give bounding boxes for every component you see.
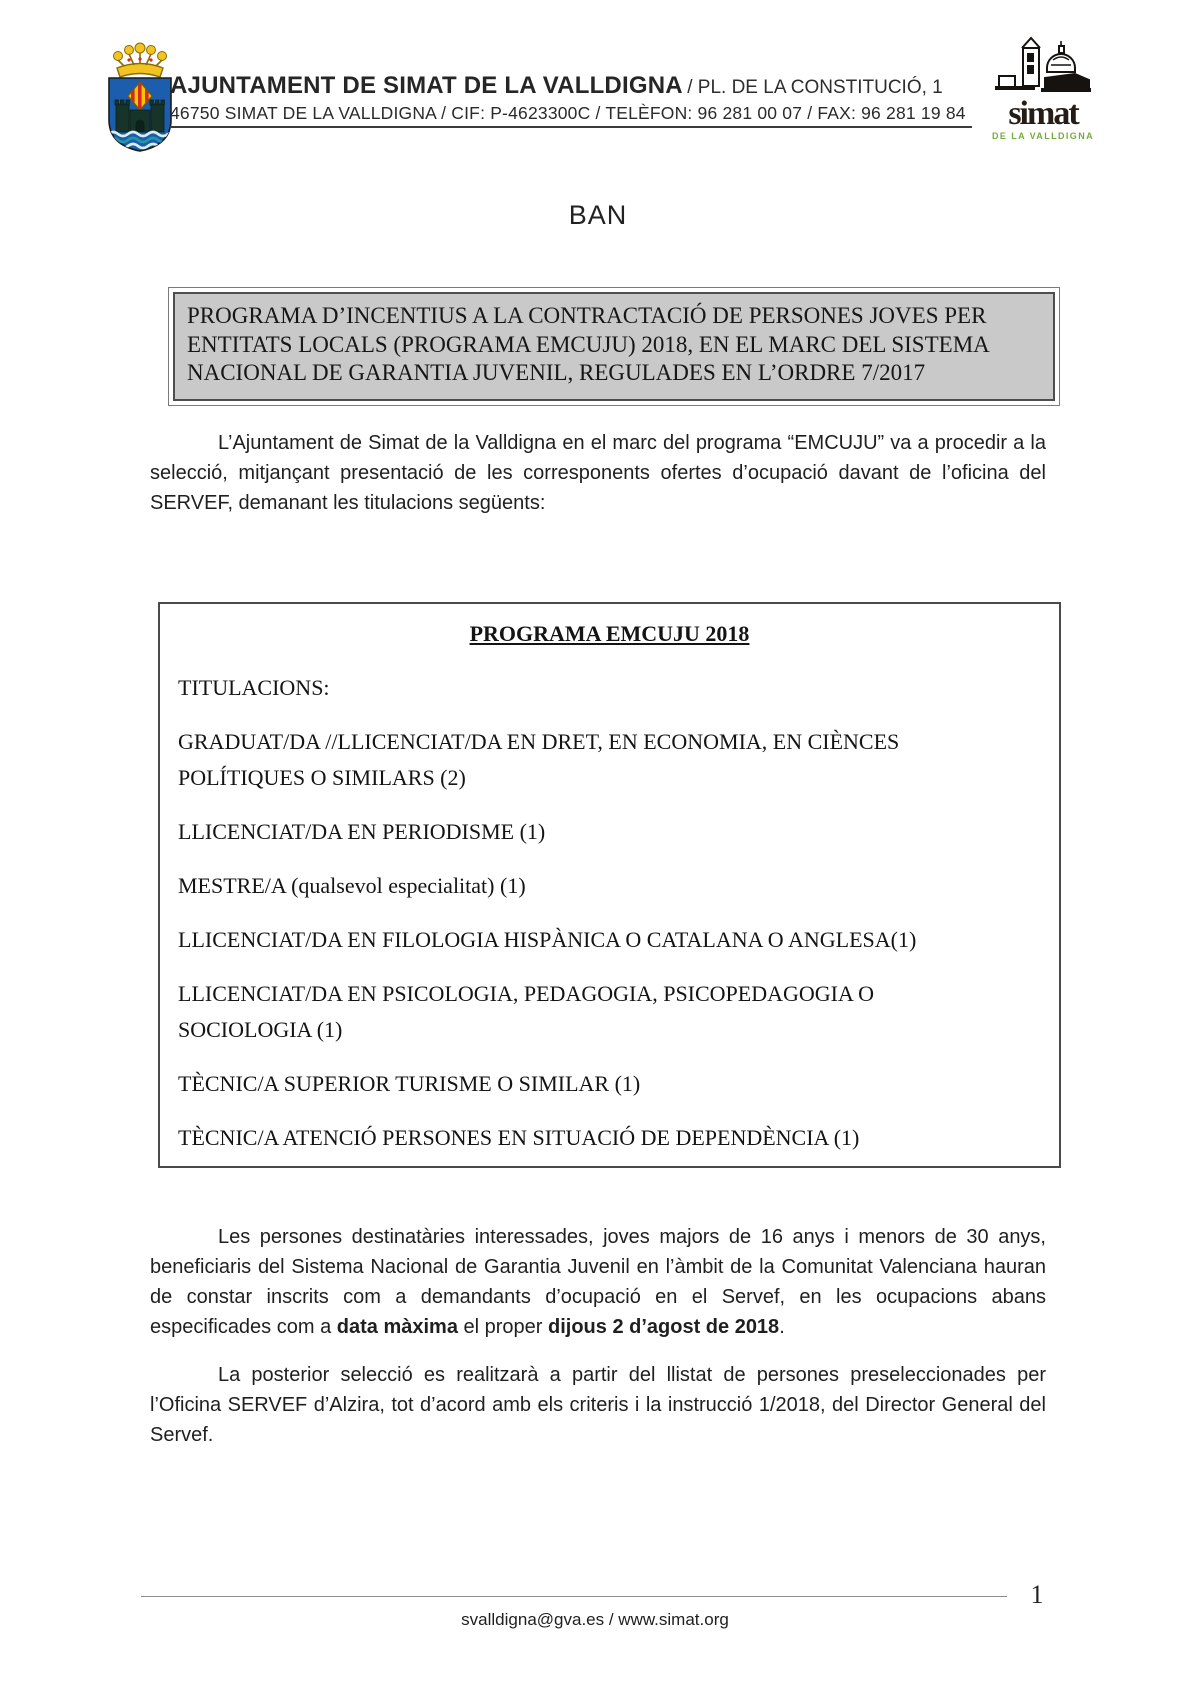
deadline-label-bold: data màxima — [336, 1316, 458, 1338]
program-item-line: TÈCNIC/A SUPERIOR TURISME O SIMILAR (1) — [178, 1071, 641, 1096]
program-item-line: GRADUAT/DA //LLICENCIAT/DA EN DRET, EN ECONOMIA, EN CIÈNCES — [178, 729, 900, 754]
page-number: 1 — [1030, 1580, 1044, 1609]
header-divider — [170, 126, 972, 128]
program-item-line: LLICENCIAT/DA EN PERIODISME (1) — [178, 819, 546, 844]
crown-shape — [114, 43, 167, 77]
program-item-line: LLICENCIAT/DA EN PSICOLOGIA, PEDAGOGIA, PSICOPEDAGOGIA O — [178, 981, 875, 1006]
titulacions-label: TITULACIONS: — [178, 675, 330, 700]
document-title: BAN — [568, 200, 628, 230]
program-box — [158, 602, 1061, 1168]
program-item-line: SOCIOLOGIA (1) — [178, 1017, 343, 1042]
program-box-title: PROGRAMA EMCUJU 2018 — [469, 621, 750, 646]
program-item-line: MESTRE/A (qualsevol especialitat) (1) — [178, 873, 526, 898]
footer-contact: svalldigna@gva.es / www.simat.org — [461, 1610, 729, 1629]
org-address: / PL. DE LA CONSTITUCIÓ, 1 — [687, 77, 943, 98]
header-title-line — [170, 72, 943, 100]
footer-divider — [141, 1596, 1007, 1597]
deadline-date-bold: dijous 2 d’agost de 2018 — [548, 1316, 780, 1338]
simat-wordmark-subtitle: DE LA VALLDIGNA — [992, 131, 1094, 141]
selection-paragraph: La posterior selecció es realitzarà a partir del llistat de persones preseleccionades per l’Oficina SERVEF d’Alzira, tot d’acord amb els criteris i la instrucció 1/2018, del Director General del Servef. — [150, 1364, 1046, 1446]
simat-logo — [988, 34, 1098, 141]
subject-line: NACIONAL DE GARANTIA JUVENIL, REGULADES EN L’ORDRE 7/2017 — [187, 360, 926, 385]
intro-paragraph: L’Ajuntament de Simat de la Valldigna en el marc del programa “EMCUJU” va a procedir a la selecció, mitjançant presentació de les corresponents ofertes d’ocupació davant de l’oficina del SERVEF, demanant les titulacions següents: — [150, 432, 1046, 514]
subject-line: ENTITATS LOCALS (PROGRAMA EMCUJU) 2018, EN EL MARC DEL SISTEMA — [187, 331, 990, 357]
program-item-line: POLÍTIQUES O SIMILARS (2) — [178, 765, 466, 790]
monastery-sketch-icon — [991, 34, 1095, 94]
deadline-paragraph: Les persones destinatàries interessades, joves majors de 16 anys i menors de 30 anys, beneficiaris del Sistema Nacional de Garantia Juvenil en l’àmbit de la Comunitat Valenciana hauran de constar inscrits com a demandants d’ocupació en el Servef, en les ocupacions abans especificades com a data màxima el proper dijous 2 d’agost de 2018. — [150, 1226, 1046, 1338]
subject-box — [168, 287, 1060, 406]
org-name: AJUNTAMENT DE SIMAT DE LA VALLDIGNA — [170, 72, 683, 99]
subject-box-inner — [173, 292, 1055, 401]
program-item-line: LLICENCIAT/DA EN FILOLOGIA HISPÀNICA O CATALANA O ANGLESA(1) — [178, 927, 917, 952]
org-info-line: 46750 SIMAT DE LA VALLDIGNA / CIF: P-4623300C / TELÈFON: 96 281 00 07 / FAX: 96 281 19 84 — [170, 103, 966, 123]
simat-wordmark: simat — [1008, 95, 1078, 132]
program-item-line: TÈCNIC/A ATENCIÓ PERSONES EN SITUACIÓ DE DEPENDÈNCIA (1) — [178, 1125, 860, 1150]
subject-line: PROGRAMA D’INCENTIUS A LA CONTRACTACIÓ DE PERSONES JOVES PER — [187, 303, 987, 328]
